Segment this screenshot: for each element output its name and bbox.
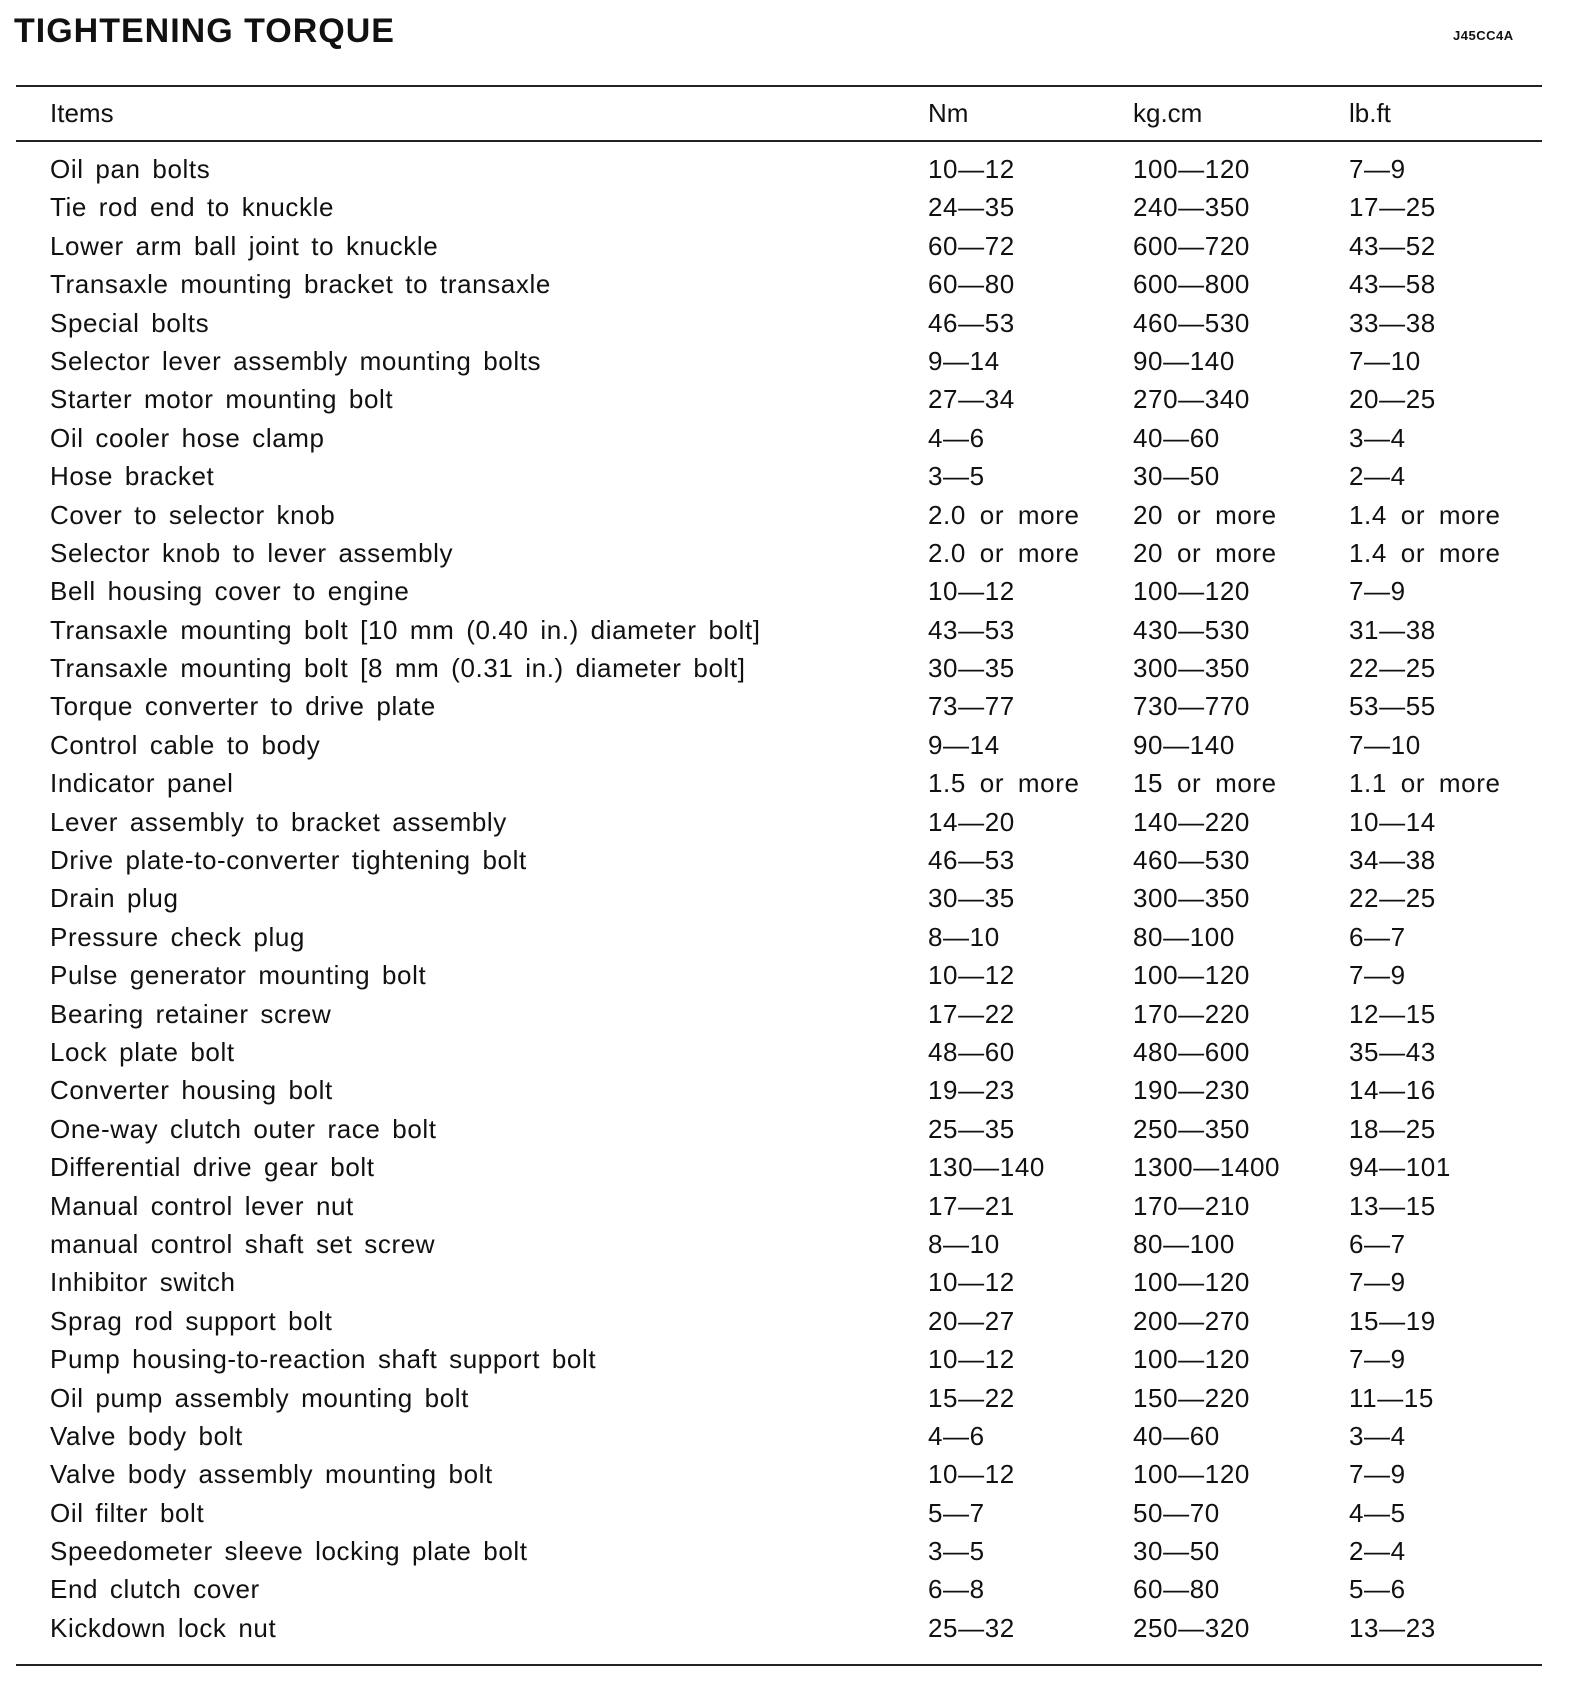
table-row	[0, 1033, 1584, 1071]
lbft-cell: 13—15	[1349, 1190, 1436, 1221]
nm-cell: 25—35	[928, 1113, 1015, 1144]
table-row	[0, 764, 1584, 802]
table-row	[0, 649, 1584, 687]
item-cell: Special bolts	[50, 307, 210, 338]
nm-cell: 46—53	[928, 845, 1015, 876]
item-cell: Lower arm ball joint to knuckle	[50, 230, 439, 261]
nm-cell: 8—10	[928, 1228, 1000, 1259]
lbft-cell: 35—43	[1349, 1036, 1436, 1067]
nm-cell: 10—12	[928, 1344, 1015, 1375]
table-row	[0, 227, 1584, 265]
kgcm-cell: 480—600	[1133, 1036, 1250, 1067]
item-cell: Torque converter to drive plate	[50, 691, 436, 722]
table-row	[0, 1609, 1584, 1647]
kgcm-cell: 100—120	[1133, 960, 1250, 991]
table-row	[0, 150, 1584, 188]
lbft-cell: 7—9	[1349, 1267, 1406, 1298]
item-cell: Hose bracket	[50, 461, 215, 492]
lbft-cell: 33—38	[1349, 307, 1436, 338]
table-row	[0, 1302, 1584, 1340]
item-cell: Tie rod end to knuckle	[50, 192, 335, 223]
kgcm-cell: 15 or more	[1133, 768, 1277, 799]
kgcm-cell: 20 or more	[1133, 537, 1277, 568]
kgcm-cell: 430—530	[1133, 614, 1250, 645]
nm-cell: 24—35	[928, 192, 1015, 223]
torque-table-body	[0, 150, 1584, 1647]
nm-cell: 60—72	[928, 230, 1015, 261]
item-cell: End clutch cover	[50, 1574, 260, 1605]
item-cell: Bearing retainer screw	[50, 998, 332, 1029]
lbft-cell: 7—10	[1349, 345, 1421, 376]
kgcm-cell: 600—800	[1133, 269, 1250, 300]
table-row	[0, 534, 1584, 572]
table-row	[0, 1110, 1584, 1148]
kgcm-cell: 40—60	[1133, 422, 1220, 453]
table-row	[0, 304, 1584, 342]
nm-cell: 4—6	[928, 422, 985, 453]
item-cell: Sprag rod support bolt	[50, 1305, 333, 1336]
kgcm-cell: 40—60	[1133, 1420, 1220, 1451]
item-cell: Bell housing cover to engine	[50, 576, 410, 607]
lbft-cell: 17—25	[1349, 192, 1436, 223]
item-cell: Indicator panel	[50, 768, 234, 799]
table-row	[0, 918, 1584, 956]
kgcm-cell: 460—530	[1133, 307, 1250, 338]
table-row	[0, 1148, 1584, 1186]
nm-cell: 3—5	[928, 461, 985, 492]
item-cell: Converter housing bolt	[50, 1075, 333, 1106]
kgcm-cell: 50—70	[1133, 1497, 1220, 1528]
lbft-cell: 3—4	[1349, 422, 1406, 453]
nm-cell: 60—80	[928, 269, 1015, 300]
item-cell: Oil cooler hose clamp	[50, 422, 325, 453]
table-row	[0, 995, 1584, 1033]
table-row	[0, 1570, 1584, 1608]
nm-cell: 8—10	[928, 921, 1000, 952]
nm-cell: 6—8	[928, 1574, 985, 1605]
table-row	[0, 1340, 1584, 1378]
nm-cell: 27—34	[928, 384, 1015, 415]
lbft-cell: 3—4	[1349, 1420, 1406, 1451]
item-cell: Speedometer sleeve locking plate bolt	[50, 1536, 528, 1567]
lbft-cell: 1.1 or more	[1349, 768, 1501, 799]
item-cell: Valve body bolt	[50, 1420, 243, 1451]
nm-cell: 15—22	[928, 1382, 1015, 1413]
lbft-cell: 7—10	[1349, 729, 1421, 760]
item-cell: Lock plate bolt	[50, 1036, 235, 1067]
nm-cell: 9—14	[928, 729, 1000, 760]
lbft-cell: 7—9	[1349, 154, 1406, 184]
lbft-cell: 15—19	[1349, 1305, 1436, 1336]
item-cell: Valve body assembly mounting bolt	[50, 1459, 493, 1490]
kgcm-cell: 170—210	[1133, 1190, 1250, 1221]
document-code: J45CC4A	[1453, 28, 1514, 43]
nm-cell: 10—12	[928, 1459, 1015, 1490]
kgcm-cell: 170—220	[1133, 998, 1250, 1029]
lbft-cell: 7—9	[1349, 576, 1406, 607]
table-row	[0, 687, 1584, 725]
table-row	[0, 611, 1584, 649]
lbft-cell: 43—52	[1349, 230, 1436, 261]
nm-cell: 25—32	[928, 1612, 1015, 1643]
item-cell: Pulse generator mounting bolt	[50, 960, 427, 991]
nm-cell: 46—53	[928, 307, 1015, 338]
column-header-kgcm: kg.cm	[1133, 98, 1203, 128]
lbft-cell: 18—25	[1349, 1113, 1436, 1144]
table-row	[0, 956, 1584, 994]
nm-cell: 30—35	[928, 883, 1015, 914]
kgcm-cell: 200—270	[1133, 1305, 1250, 1336]
nm-cell: 9—14	[928, 345, 1000, 376]
kgcm-cell: 150—220	[1133, 1382, 1250, 1413]
kgcm-cell: 300—350	[1133, 883, 1250, 914]
lbft-cell: 53—55	[1349, 691, 1436, 722]
nm-cell: 14—20	[928, 806, 1015, 837]
item-cell: Oil pump assembly mounting bolt	[50, 1382, 470, 1413]
kgcm-cell: 460—530	[1133, 845, 1250, 876]
lbft-cell: 7—9	[1349, 960, 1406, 991]
nm-cell: 10—12	[928, 1267, 1015, 1298]
item-cell: Starter motor mounting bolt	[50, 384, 394, 415]
kgcm-cell: 90—140	[1133, 729, 1235, 760]
table-row	[0, 1494, 1584, 1532]
item-cell: Kickdown lock nut	[50, 1612, 277, 1643]
lbft-cell: 10—14	[1349, 806, 1436, 837]
table-row	[0, 841, 1584, 879]
nm-cell: 43—53	[928, 614, 1015, 645]
item-cell: Transaxle mounting bolt [10 mm (0.40 in.) diameter bolt]	[50, 614, 761, 645]
nm-cell: 2.0 or more	[928, 537, 1080, 568]
table-row	[0, 572, 1584, 610]
kgcm-cell: 90—140	[1133, 345, 1235, 376]
lbft-cell: 22—25	[1349, 653, 1436, 684]
table-row	[0, 342, 1584, 380]
column-header-lbft: lb.ft	[1349, 98, 1391, 128]
lbft-cell: 4—5	[1349, 1497, 1406, 1528]
kgcm-cell: 100—120	[1133, 154, 1250, 184]
lbft-cell: 2—4	[1349, 461, 1406, 492]
kgcm-cell: 30—50	[1133, 461, 1220, 492]
kgcm-cell: 100—120	[1133, 1459, 1250, 1490]
nm-cell: 73—77	[928, 691, 1015, 722]
nm-cell: 17—22	[928, 998, 1015, 1029]
lbft-cell: 11—15	[1349, 1382, 1434, 1413]
column-header-nm: Nm	[928, 98, 969, 128]
nm-cell: 30—35	[928, 653, 1015, 684]
table-row	[0, 1379, 1584, 1417]
kgcm-cell: 1300—1400	[1133, 1152, 1281, 1183]
table-row	[0, 188, 1584, 226]
lbft-cell: 20—25	[1349, 384, 1436, 415]
nm-cell: 2.0 or more	[928, 499, 1080, 530]
table-row	[0, 726, 1584, 764]
nm-cell: 20—27	[928, 1305, 1015, 1336]
lbft-cell: 14—16	[1349, 1075, 1436, 1106]
lbft-cell: 7—9	[1349, 1459, 1406, 1490]
header-divider	[16, 140, 1542, 142]
nm-cell: 130—140	[928, 1152, 1045, 1183]
kgcm-cell: 250—320	[1133, 1612, 1250, 1643]
nm-cell: 3—5	[928, 1536, 985, 1567]
lbft-cell: 6—7	[1349, 921, 1406, 952]
table-row	[0, 803, 1584, 841]
item-cell: Transaxle mounting bracket to transaxle	[50, 269, 551, 300]
nm-cell: 10—12	[928, 154, 1015, 184]
table-row	[0, 457, 1584, 495]
nm-cell: 5—7	[928, 1497, 985, 1528]
item-cell: Selector lever assembly mounting bolts	[50, 345, 542, 376]
kgcm-cell: 600—720	[1133, 230, 1250, 261]
lbft-cell: 6—7	[1349, 1228, 1406, 1259]
item-cell: Inhibitor switch	[50, 1267, 236, 1298]
lbft-cell: 13—23	[1349, 1612, 1436, 1643]
lbft-cell: 1.4 or more	[1349, 499, 1501, 530]
lbft-cell: 34—38	[1349, 845, 1436, 876]
table-row	[0, 1263, 1584, 1301]
table-row	[0, 1225, 1584, 1263]
table-header	[0, 96, 1584, 130]
lbft-cell: 5—6	[1349, 1574, 1406, 1605]
nm-cell: 48—60	[928, 1036, 1015, 1067]
kgcm-cell: 300—350	[1133, 653, 1250, 684]
kgcm-cell: 100—120	[1133, 1344, 1250, 1375]
item-cell: Oil pan bolts	[50, 154, 211, 184]
lbft-cell: 31—38	[1349, 614, 1436, 645]
kgcm-cell: 60—80	[1133, 1574, 1220, 1605]
table-row	[0, 1187, 1584, 1225]
item-cell: Selector knob to lever assembly	[50, 537, 454, 568]
kgcm-cell: 80—100	[1133, 1228, 1235, 1259]
item-cell: manual control shaft set screw	[50, 1228, 436, 1259]
nm-cell: 10—12	[928, 576, 1015, 607]
item-cell: Oil filter bolt	[50, 1497, 205, 1528]
kgcm-cell: 100—120	[1133, 576, 1250, 607]
item-cell: One-way clutch outer race bolt	[50, 1113, 437, 1144]
kgcm-cell: 80—100	[1133, 921, 1235, 952]
page-title: TIGHTENING TORQUE	[14, 12, 395, 50]
kgcm-cell: 100—120	[1133, 1267, 1250, 1298]
item-cell: Lever assembly to bracket assembly	[50, 806, 507, 837]
nm-cell: 4—6	[928, 1420, 985, 1451]
bottom-divider	[16, 1664, 1542, 1666]
item-cell: Differential drive gear bolt	[50, 1152, 375, 1183]
item-cell: Drain plug	[50, 883, 179, 914]
lbft-cell: 94—101	[1349, 1152, 1451, 1183]
table-row	[0, 1455, 1584, 1493]
table-row	[0, 1417, 1584, 1455]
lbft-cell: 2—4	[1349, 1536, 1406, 1567]
table-row	[0, 496, 1584, 534]
kgcm-cell: 730—770	[1133, 691, 1250, 722]
item-cell: Manual control lever nut	[50, 1190, 354, 1221]
item-cell: Drive plate-to-converter tightening bolt	[50, 845, 527, 876]
lbft-cell: 22—25	[1349, 883, 1436, 914]
lbft-cell: 7—9	[1349, 1344, 1406, 1375]
nm-cell: 10—12	[928, 960, 1015, 991]
lbft-cell: 1.4 or more	[1349, 537, 1501, 568]
table-row	[0, 380, 1584, 418]
lbft-cell: 12—15	[1349, 998, 1436, 1029]
item-cell: Control cable to body	[50, 729, 321, 760]
table-row	[0, 1071, 1584, 1109]
item-cell: Transaxle mounting bolt [8 mm (0.31 in.) diameter bolt]	[50, 653, 746, 684]
kgcm-cell: 250—350	[1133, 1113, 1250, 1144]
kgcm-cell: 240—350	[1133, 192, 1250, 223]
column-header-items: Items	[50, 98, 114, 128]
nm-cell: 17—21	[928, 1190, 1015, 1221]
top-divider	[16, 85, 1542, 87]
table-row	[0, 419, 1584, 457]
kgcm-cell: 190—230	[1133, 1075, 1250, 1106]
item-cell: Pump housing-to-reaction shaft support bolt	[50, 1344, 597, 1375]
lbft-cell: 43—58	[1349, 269, 1436, 300]
nm-cell: 1.5 or more	[928, 768, 1080, 799]
kgcm-cell: 140—220	[1133, 806, 1250, 837]
table-row	[0, 265, 1584, 303]
table-row	[0, 1532, 1584, 1570]
item-cell: Cover to selector knob	[50, 499, 336, 530]
nm-cell: 19—23	[928, 1075, 1015, 1106]
kgcm-cell: 20 or more	[1133, 499, 1277, 530]
kgcm-cell: 270—340	[1133, 384, 1250, 415]
table-row	[0, 879, 1584, 917]
kgcm-cell: 30—50	[1133, 1536, 1220, 1567]
item-cell: Pressure check plug	[50, 921, 305, 952]
